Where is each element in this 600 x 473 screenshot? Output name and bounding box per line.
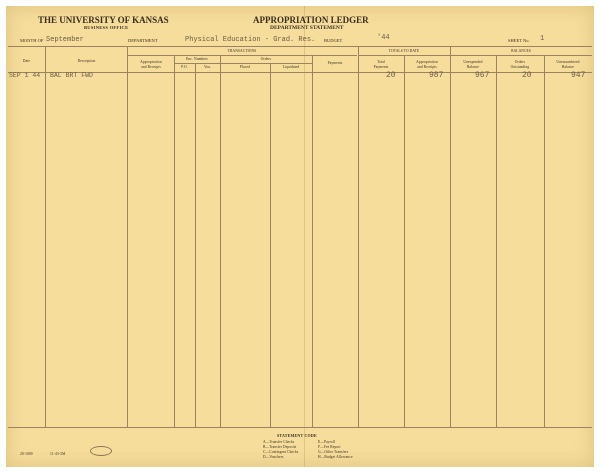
statement-code-g: G—Other Transfers [318,450,349,454]
department-value: Physical Education - Grad. Res. [185,36,316,44]
col-sep-po [195,63,196,427]
header-placed: Placed [239,65,251,69]
month-label: MONTH OF [20,38,44,43]
fold-line [304,6,305,467]
col-sep-liquidated [312,55,313,427]
form-number: 20-1009 [20,452,33,456]
row-appropriation: 987 [429,71,444,80]
col-sep-orders-out [544,55,545,427]
sheet-label: SHEET No. [508,38,530,43]
print-code: 11-43-3M [50,452,66,456]
header-appr-receipts-2: and Receipts [417,65,437,69]
statement-code-c: C—Contingent Checks [263,450,299,454]
header-orders-outstanding-1: Orders [514,60,526,64]
header-appr-receipts-1: Appropriation [416,60,438,64]
header-po: P.O. [181,65,188,69]
ledger-title: APPROPRIATION LEDGER [253,15,369,25]
row-orders-outstanding: 20 [522,71,532,80]
header-total-payments-1: Total [377,60,385,64]
university-name: THE UNIVERSITY OF KANSAS [38,15,169,25]
ledger-subtitle: DEPARTMENT STATEMENT [270,25,344,31]
header-orders: Orders [260,57,272,61]
table-bottom-rule [8,427,592,428]
header-unexpended-2: Balance [466,65,480,69]
statement-code-e: E—Payroll [318,440,336,444]
header-date: Date [22,59,31,63]
header-liquidated: Liquidated [282,65,300,69]
col-sep-vou [220,55,221,427]
col-sep-placed [270,63,271,427]
col-sep-totals [450,46,451,427]
col-sep-payments [358,46,359,427]
header-total-payments-2: Payments [373,65,389,69]
budget-value: '44 [377,34,390,42]
col-sep-unexpended [496,55,497,427]
header-bottom-rule [8,72,592,73]
sheet-value: 1 [540,35,545,43]
col-sep-date [45,46,46,427]
statement-code-title: STATEMENT CODE [277,433,317,438]
row-date: SEP 1 44 [9,72,41,79]
row-unencumbered: 947 [571,71,586,80]
header-payments: Payments [327,61,343,65]
header-unencumbered-1: Unencumbered [556,60,580,64]
header-totals-to-date: TOTALS TO DATE [388,49,420,53]
totals-rule [358,55,592,56]
header-orders-outstanding-2: Outstanding [510,65,530,69]
statement-code-b: B—Transfer Deposits [263,445,297,449]
department-label: DEPARTMENT [128,38,158,43]
statement-code-h: H—Budget Allowance [318,455,353,459]
row-description: BAL BRT FWD [50,72,93,79]
header-appropriation-1: Appropriation [140,60,162,64]
header-description: Description [77,59,96,63]
union-label-icon [90,446,112,456]
month-value: September [46,36,84,44]
header-appropriation-2: and Receipts [141,65,161,69]
header-balances: BALANCES [511,49,531,53]
budget-label: BUDGET [324,38,343,43]
header-enc-numbers: Enc. Numbers [186,57,208,61]
row-total-payments: 20 [386,71,396,80]
col-sep-description [127,46,128,427]
col-sep-appropriation [174,55,175,427]
ledger-sheet [6,6,594,467]
statement-code-f: F—Fee Report [318,445,341,449]
table-top-rule [8,46,592,47]
statement-code-a: A—Transfer Checks [263,440,295,444]
header-unencumbered-2: Balance [561,65,575,69]
row-unexpended: 967 [475,71,490,80]
transactions-rule [127,55,357,56]
col-sep-total-payments [404,55,405,427]
header-transactions: TRANSACTIONS [227,49,257,53]
statement-code-d: D—Vouchers [263,455,284,459]
business-office: BUSINESS OFFICE [84,25,129,30]
header-unexpended-1: Unexpended [463,60,483,64]
header-vou: Vou. [203,65,212,69]
